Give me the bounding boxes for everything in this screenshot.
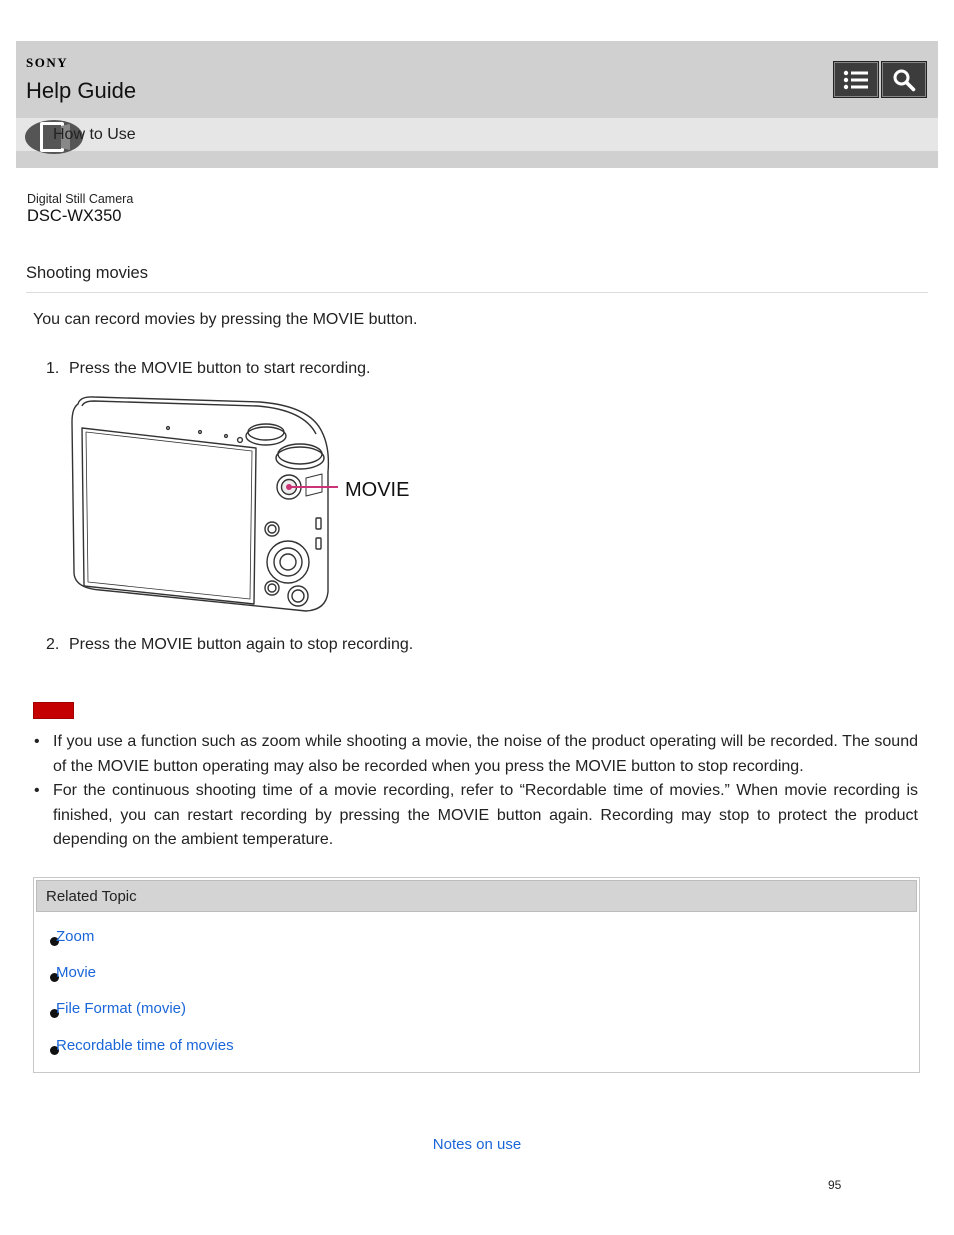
search-button[interactable] bbox=[881, 61, 927, 98]
note-badge bbox=[33, 702, 74, 719]
related-link-zoom[interactable]: Zoom bbox=[56, 928, 95, 945]
product-model: DSC-WX350 bbox=[27, 207, 122, 225]
note-text: For the continuous shooting time of a movie recording, refer to “Recordable time of movies.” When movie recording is finished, you can restart recording by pressing the MOVIE button again. Recording may stop to protect the product depending on the ambient temperature. bbox=[53, 782, 918, 848]
related-topic-heading: Related Topic bbox=[46, 888, 137, 905]
title-divider bbox=[26, 292, 928, 293]
related-item bbox=[50, 1037, 234, 1054]
note-text: If you use a function such as zoom while shooting a movie, the noise of the product operating will be recorded. The sound of the MOVIE button operating may also be recorded when you press the MOVIE button to stop recording. bbox=[53, 733, 918, 775]
footer bbox=[0, 1136, 954, 1153]
related-topic-header bbox=[36, 880, 917, 912]
step-number: 1. bbox=[46, 360, 60, 377]
step-number: 2. bbox=[46, 636, 60, 653]
step-text: Press the MOVIE button to start recording. bbox=[69, 360, 371, 377]
bullet-icon: • bbox=[34, 733, 40, 750]
note-list bbox=[33, 730, 918, 853]
step-text: Press the MOVIE button again to stop recording. bbox=[69, 636, 414, 653]
related-link-recordable-time[interactable]: Recordable time of movies bbox=[56, 1037, 234, 1054]
list-icon bbox=[843, 69, 869, 91]
related-item bbox=[50, 1000, 187, 1017]
product-type: Digital Still Camera bbox=[27, 192, 134, 206]
related-topic-box bbox=[33, 877, 920, 1073]
related-link-file-format[interactable]: File Format (movie) bbox=[56, 1000, 187, 1017]
step-1 bbox=[46, 360, 370, 378]
section-label[interactable]: How to Use bbox=[53, 126, 136, 143]
intro-text: You can record movies by pressing the MOVIE button. bbox=[33, 311, 418, 328]
section-bar bbox=[16, 118, 938, 151]
help-guide-title[interactable]: Help Guide bbox=[26, 78, 137, 103]
page-title: Shooting movies bbox=[26, 264, 148, 282]
header-bar bbox=[16, 41, 938, 168]
camera-movie-button-illustration bbox=[60, 392, 420, 617]
related-link-movie[interactable]: Movie bbox=[56, 964, 97, 981]
step-2 bbox=[46, 636, 413, 654]
movie-label: MOVIE bbox=[345, 479, 410, 501]
related-item bbox=[50, 964, 97, 981]
page-number: 95 bbox=[828, 1178, 842, 1192]
note-item bbox=[33, 779, 918, 853]
bullet-icon: • bbox=[34, 782, 40, 799]
notes-on-use-link[interactable]: Notes on use bbox=[432, 1136, 522, 1153]
related-item bbox=[50, 928, 95, 945]
search-icon bbox=[892, 68, 916, 92]
note-item bbox=[33, 730, 918, 779]
brand-logo: SONY bbox=[26, 55, 69, 70]
toc-button[interactable] bbox=[833, 61, 879, 98]
